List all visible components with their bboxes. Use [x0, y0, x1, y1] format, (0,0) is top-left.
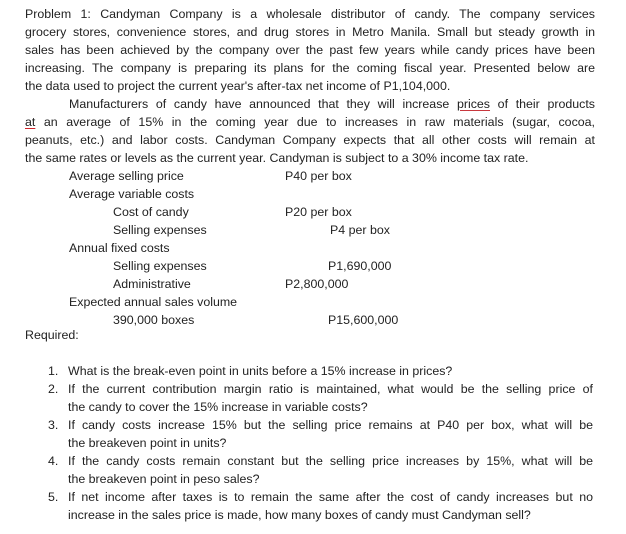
question-item — [48, 362, 593, 380]
question-item — [48, 380, 593, 416]
paragraph-line: sales has been achieved by the company over the past few years while candy prices have been — [25, 43, 595, 57]
question-number: 4. — [48, 454, 59, 468]
question-text: What is the break-even point in units before a 15% increase in prices? — [68, 364, 453, 378]
administrative-label: Administrative — [113, 277, 191, 291]
paragraph-line: Problem 1: Candyman Company is a wholesale distributor of candy. The company services — [25, 7, 595, 21]
paragraph-text: Manufacturers of candy have announced that they will increase — [69, 97, 457, 111]
paragraph-line: increasing. The company is preparing its plans for the coming fiscal year. Presented below are — [25, 61, 595, 75]
question-text: If the current contribution margin ratio is maintained, what would be the selling price of — [68, 382, 593, 396]
paragraph-text: an average of 15% in the coming year due to increases in raw materials (sugar, cocoa, — [35, 115, 595, 129]
sales-value: P15,600,000 — [328, 313, 399, 327]
underlined-word: at — [25, 115, 36, 129]
question-number: 3. — [48, 418, 59, 432]
paragraph-line: the same rates or levels as the current year. Candyman is subject to a 30% income tax rate. — [25, 151, 529, 165]
variable-selling-expenses-value: P4 per box — [330, 223, 390, 237]
question-text: the candy to cover the 15% increase in variable costs? — [68, 400, 368, 414]
question-number: 2. — [48, 382, 59, 396]
required-heading: Required: — [25, 328, 79, 342]
questions-list — [48, 362, 593, 524]
avg-selling-price-value: P40 per box — [285, 169, 352, 183]
avg-selling-price-label: Average selling price — [69, 169, 184, 183]
question-item — [48, 452, 593, 488]
paragraph-text: of their products — [490, 97, 595, 111]
question-number: 5. — [48, 490, 59, 504]
question-text: the breakeven point in peso sales? — [68, 472, 260, 486]
question-text: If candy costs increase 15% but the selling price remains at P40 per box, what will be — [68, 418, 593, 432]
avg-variable-costs-label: Average variable costs — [69, 187, 195, 201]
paragraph-line — [25, 95, 595, 113]
question-text: If net income after taxes is to remain the same after the cost of candy increases but no — [68, 490, 593, 504]
question-item — [48, 416, 593, 452]
problem-intro-paragraph — [25, 5, 595, 95]
cost-of-candy-label: Cost of candy — [113, 205, 189, 219]
question-text: the breakeven point in units? — [68, 436, 227, 450]
underlined-word: prices — [456, 97, 491, 111]
question-text: If the candy costs remain constant but the selling price increases by 15%, what will be — [68, 454, 593, 468]
question-item — [48, 488, 593, 524]
paragraph-line: peanuts, etc.) and labor costs. Candyman Company expects that all other costs will remain at — [25, 133, 595, 147]
question-text: increase in the sales price is made, how many boxes of candy must Candyman sell? — [68, 508, 531, 522]
sales-volume-boxes: 390,000 boxes — [113, 313, 195, 327]
paragraph-line: the data used to project the current year's after-tax net income of P1,104,000. — [25, 79, 451, 93]
paragraph-line: grocery stores, convenience stores, and drug stores in Metro Manila. Small but steady growth in — [25, 25, 595, 39]
annual-fixed-costs-label: Annual fixed costs — [69, 241, 170, 255]
fixed-selling-expenses-value: P1,690,000 — [328, 259, 392, 273]
fixed-selling-expenses-label: Selling expenses — [113, 259, 207, 273]
question-number: 1. — [48, 364, 59, 378]
variable-selling-expenses-label: Selling expenses — [113, 223, 207, 237]
expected-volume-label: Expected annual sales volume — [69, 295, 238, 309]
administrative-value: P2,800,000 — [285, 277, 349, 291]
price-increase-paragraph — [25, 95, 595, 167]
cost-of-candy-value: P20 per box — [285, 205, 352, 219]
paragraph-line — [25, 113, 595, 131]
